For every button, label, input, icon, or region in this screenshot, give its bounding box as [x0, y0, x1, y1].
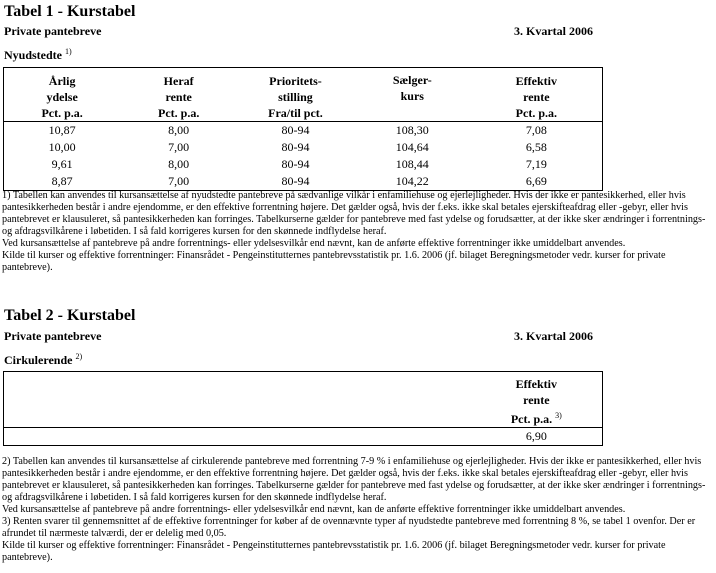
- table2-empty-cell: [4, 372, 471, 428]
- table-cell: 80-94: [281, 157, 310, 171]
- table1-footnotes: [2, 190, 714, 274]
- table1-header-cell: [120, 68, 237, 122]
- table1: [3, 67, 603, 191]
- footnote: 2) Tabellen kan anvendes til kursansættelse af cirkulerende pantebreve med forrentning 7-9 % i enfamiliehuse og ejerlejligheder. Hvis der ikke er pantesikkerhed, eller hvis pantesikkerheden består i andre ejendomme, er den effektive forrentning højere. Det gælder også, hvis der f.eks. ikke skal betales ejerskifteafdrag eller -gebyr, eller hvis pantebrevet er klausuleret, så pantesikkerheden kan forringes. Tabelkurserne gælder for pantebreve med fast ydelse og forudsætter, at der ikke sker ændringer i forrentnings- og afdragsvilkårene i løbetiden. I så fald korrigeres kursen for den skønnede indflydelse heraf.: [2, 456, 706, 503]
- table-cell: 108,44: [395, 157, 429, 171]
- footnote: 1) Tabellen kan anvendes til kursansættelse af nyudstedte pantebreve på sædvanlige vilkår i enfamiliehuse og ejerlejligheder. Hvis der ikke er pantesikkerhed, eller hvis pantesikkerheden består i andre ejendomme, er den effektive forrentning højere. Det gælder også, hvis der f.eks. ikke skal betales ejerskifteafdrag eller -gebyr, eller hvis pantebrevet er klausuleret, så pantesikkerheden kan forringes. Tabelkurserne gælder for pantebreve med fast ydelse og forudsætter, at der ikke sker ændringer i forrentnings- og afdragsvilkårene i løbetiden. I så fald korrigeres kursen for den skønnede indflydelse heraf.: [2, 190, 706, 237]
- table-cell: 7,08: [525, 123, 547, 137]
- table-cell: 80-94: [281, 140, 310, 154]
- table-row: [4, 428, 603, 446]
- table-cell: 8,00: [168, 123, 190, 137]
- header-line: rente: [523, 393, 550, 407]
- footnote: Ved kursansættelse af pantebreve på andre forrentnings- eller ydelsesvilkår end nævnt, kan de anførte effektive forrentninger ikke umiddelbart anvendes.: [2, 504, 626, 515]
- header-line: stilling: [278, 90, 313, 104]
- footnote: Ved kursansættelse af pantebreve på andre forrentnings- eller ydelsesvilkår end nævnt, kan de anførte effektive forrentninger ikke umiddelbart anvendes.: [2, 238, 626, 249]
- table1-subtitle-right: 3. Kvartal 2006: [514, 24, 593, 38]
- header-line: kurs: [400, 89, 424, 103]
- table1-section-text: Nyudstedte: [4, 48, 63, 62]
- table-cell: 80-94: [281, 123, 310, 137]
- table-cell: 10,87: [48, 123, 76, 137]
- table-cell: 104,22: [395, 174, 429, 188]
- table2-header-row: [4, 372, 603, 428]
- header-line: Prioritets-: [269, 74, 322, 88]
- table1-header-cell: [4, 68, 121, 122]
- table-cell: 108,30: [395, 123, 429, 137]
- table1-title: Tabel 1 - Kurstabel: [4, 3, 136, 20]
- table1-section-footnote-ref: 1): [65, 47, 72, 56]
- table2-subtitle-left: Private pantebreve: [4, 329, 102, 343]
- table2-empty-cell: [4, 428, 471, 446]
- header-line: Pct. p.a.: [158, 106, 200, 120]
- table-cell: 10,00: [48, 140, 76, 154]
- header-line: Effektiv: [515, 377, 557, 391]
- table1-header-cell: [471, 68, 603, 122]
- table2-header-cell: [471, 372, 603, 428]
- table-cell: 8,87: [51, 174, 73, 188]
- header-line: rente: [523, 90, 550, 104]
- table-row: [4, 173, 603, 191]
- header-line: Pct. p.a.: [41, 106, 83, 120]
- table1-subtitle-left: Private pantebreve: [4, 24, 102, 38]
- table2-subtitle-right: 3. Kvartal 2006: [514, 329, 593, 343]
- table1-header-cell: [237, 68, 354, 122]
- header-line: Årlig: [48, 74, 76, 88]
- header-line: [471, 408, 602, 427]
- table2-section-label: [4, 352, 82, 368]
- table1-header-cell: [354, 68, 471, 122]
- table-cell: 7,00: [168, 174, 190, 188]
- header-text: Pct. p.a.: [510, 412, 553, 426]
- table1-header-row: [4, 68, 603, 122]
- table-cell: 6,58: [525, 140, 547, 154]
- header-line: rente: [165, 90, 192, 104]
- table-cell: 7,00: [168, 140, 190, 154]
- table2-title: Tabel 2 - Kurstabel: [4, 307, 136, 324]
- table2-footnotes: [2, 456, 714, 564]
- header-line: Fra/til pct.: [268, 106, 323, 120]
- header-line: Effektiv: [515, 74, 557, 88]
- table2-section-footnote-ref: 2): [75, 352, 83, 361]
- table2: [3, 371, 603, 446]
- header-line: ydelse: [46, 90, 78, 104]
- table-cell: 9,61: [51, 157, 73, 171]
- table-cell: 6,69: [525, 174, 547, 188]
- header-line: Pct. p.a.: [515, 106, 557, 120]
- table-row: [4, 122, 603, 140]
- table2-header-footnote-ref: 3): [555, 411, 562, 420]
- table-row: [4, 139, 603, 156]
- table1-section-label: [4, 47, 72, 63]
- footnote: 3) Renten svarer til gennemsnittet af de effektive forrentninger for køber af de ovennævnte typer af nyudstedte pantebreve med forrentning 8 %, se tabel 1 ovenfor. Der er afrundet til nærmeste talværdi, der er delelig med 0,05.: [2, 516, 696, 539]
- table-cell: 80-94: [281, 174, 310, 188]
- footnote: Kilde til kurser og effektive forrentninger: Finansrådet - Pengeinstitutternes pantebrevsstatistik pr. 1.6. 2006 (jf. bilaget Beregningsmetoder vedr. kurser for private pantebreve).: [2, 250, 666, 273]
- table2-section-text: Cirkulerende: [4, 353, 73, 367]
- header-line: Sælger-: [392, 73, 432, 87]
- table-cell: 6,90: [525, 429, 547, 443]
- table-cell: 7,19: [525, 157, 547, 171]
- footnote: Kilde til kurser og effektive forrentninger: Finansrådet - Pengeinstitutternes pantebrevsstatistik pr. 1.6. 2006 (jf. bilaget Beregningsmetoder vedr. kurser for private pantebreve).: [2, 540, 666, 563]
- table-row: [4, 156, 603, 173]
- header-line: Heraf: [163, 74, 194, 88]
- table-cell: 104,64: [395, 140, 429, 154]
- table-cell: 8,00: [168, 157, 190, 171]
